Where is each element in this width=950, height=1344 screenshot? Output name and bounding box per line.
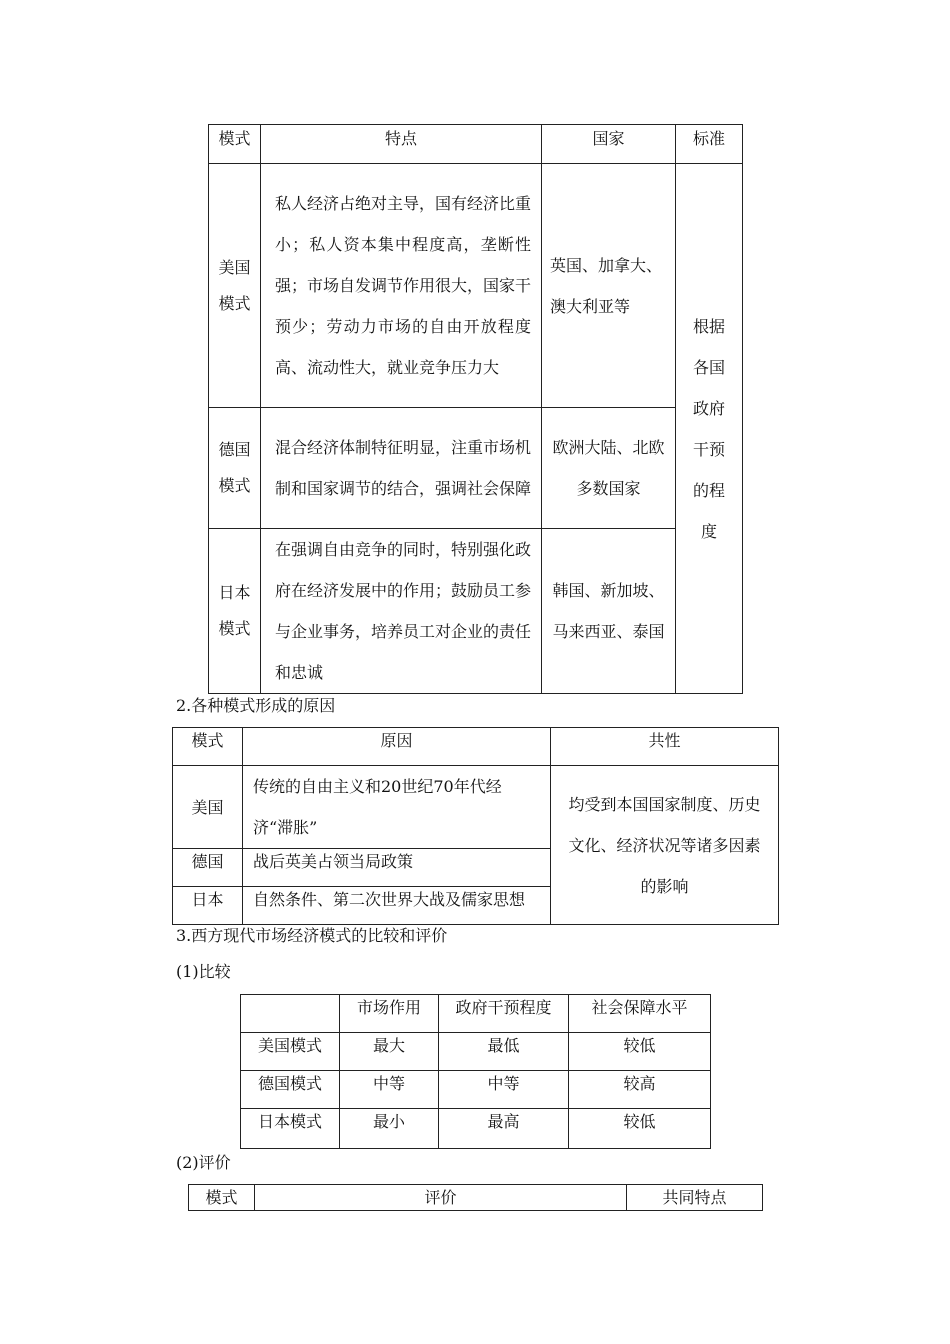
comparison-cell: 中等 bbox=[439, 1071, 569, 1109]
row-label: 美国模式 bbox=[241, 1033, 340, 1071]
mode-cell: 美国模式 bbox=[209, 164, 261, 408]
countries-cell: 英国、加拿大、澳大利亚等 bbox=[542, 164, 676, 408]
comparison-cell: 较低 bbox=[569, 1109, 711, 1149]
evaluation-table bbox=[188, 1184, 763, 1211]
header-social-security: 社会保障水平 bbox=[569, 995, 711, 1033]
header-mode: 模式 bbox=[209, 125, 261, 164]
row-label: 德国模式 bbox=[241, 1071, 340, 1109]
mode-cell: 德国模式 bbox=[209, 408, 261, 529]
header-standard: 标准 bbox=[676, 125, 743, 164]
header-market-role: 市场作用 bbox=[340, 995, 439, 1033]
comparison-cell: 最小 bbox=[340, 1109, 439, 1149]
comparison-cell: 最低 bbox=[439, 1033, 569, 1071]
header-common: 共性 bbox=[551, 728, 779, 766]
header-empty bbox=[241, 995, 340, 1033]
countries-cell: 欧洲大陆、北欧多数国家 bbox=[542, 408, 676, 529]
header-common-features: 共同特点 bbox=[627, 1185, 763, 1211]
section-3-title: 3.西方现代市场经济模式的比较和评价 bbox=[176, 926, 448, 945]
header-government-intervention: 政府干预程度 bbox=[439, 995, 569, 1033]
evaluation-subtitle: (2)评价 bbox=[176, 1153, 231, 1172]
model-features-table bbox=[208, 124, 743, 694]
header-features: 特点 bbox=[261, 125, 542, 164]
header-mode: 模式 bbox=[189, 1185, 255, 1211]
row-label: 日本模式 bbox=[241, 1109, 340, 1149]
features-cell: 私人经济占绝对主导，国有经济比重小；私人资本集中程度高，垄断性强；市场自发调节作用很大，国家干预少；劳动力市场的自由开放程度高、流动性大，就业竞争压力大 bbox=[261, 164, 542, 408]
header-reason: 原因 bbox=[243, 728, 551, 766]
reason-cell: 传统的自由主义和20世纪70年代经济“滞胀” bbox=[243, 766, 551, 849]
section-2-title: 2.各种模式形成的原因 bbox=[176, 696, 336, 715]
comparison-cell: 较低 bbox=[569, 1033, 711, 1071]
standard-cell: 根据各国政府干预的程度 bbox=[676, 164, 743, 694]
header-countries: 国家 bbox=[542, 125, 676, 164]
mode-cell: 日本模式 bbox=[209, 529, 261, 694]
reason-cell: 自然条件、第二次世界大战及儒家思想 bbox=[243, 887, 551, 925]
model-reasons-table bbox=[172, 727, 779, 925]
mode-cell: 美国 bbox=[173, 766, 243, 849]
common-cell: 均受到本国国家制度、历史文化、经济状况等诸多因素的影响 bbox=[551, 766, 779, 925]
mode-cell: 德国 bbox=[173, 849, 243, 887]
features-cell: 在强调自由竞争的同时，特别强化政府在经济发展中的作用；鼓励员工参与企业事务，培养员工对企业的责任和忠诚 bbox=[261, 529, 542, 694]
reason-cell: 战后英美占领当局政策 bbox=[243, 849, 551, 887]
header-evaluation: 评价 bbox=[255, 1185, 627, 1211]
features-cell: 混合经济体制特征明显，注重市场机制和国家调节的结合，强调社会保障 bbox=[261, 408, 542, 529]
header-mode: 模式 bbox=[173, 728, 243, 766]
countries-cell: 韩国、新加坡、马来西亚、泰国 bbox=[542, 529, 676, 694]
mode-cell: 日本 bbox=[173, 887, 243, 925]
comparison-subtitle: (1)比较 bbox=[176, 962, 231, 981]
comparison-cell: 最大 bbox=[340, 1033, 439, 1071]
comparison-cell: 较高 bbox=[569, 1071, 711, 1109]
comparison-cell: 中等 bbox=[340, 1071, 439, 1109]
comparison-cell: 最高 bbox=[439, 1109, 569, 1149]
comparison-table bbox=[240, 994, 711, 1149]
